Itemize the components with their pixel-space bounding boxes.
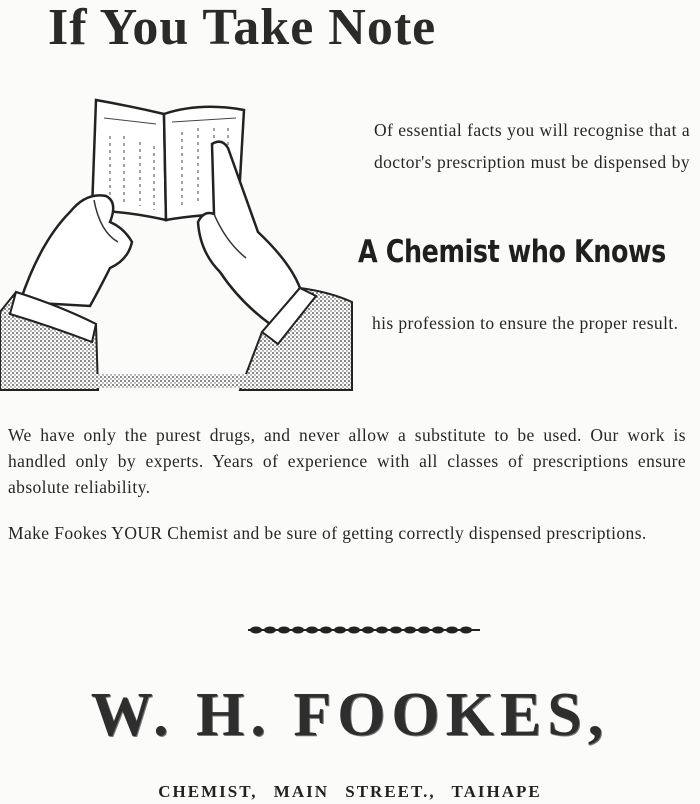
continuation-text: his profession to ensure the proper result. <box>372 313 679 333</box>
firm-address: CHEMIST, MAIN STREET., TAIHAPE <box>158 782 542 801</box>
ad-headline: If You Take Note <box>48 0 437 56</box>
body-paragraph-1: We have only the purest drugs, and never allow a substitute to be used. Our work is handled only by experts. Years of experience with all classes of prescriptions ensure absolute reliability. <box>8 425 686 497</box>
hands-holding-book-icon <box>0 92 356 392</box>
body-paragraph-2: Make Fookes YOUR Chemist and be sure of getting correctly dispensed prescriptions. <box>8 523 647 543</box>
chemist-emphasis: A Chemist who Knows <box>358 234 666 270</box>
firm-name: W. H. FOOKES, <box>90 681 610 749</box>
decorative-divider <box>248 622 480 638</box>
intro-text: Of essential facts you will recognise that a doctor's prescription must be dispensed by <box>374 120 690 172</box>
